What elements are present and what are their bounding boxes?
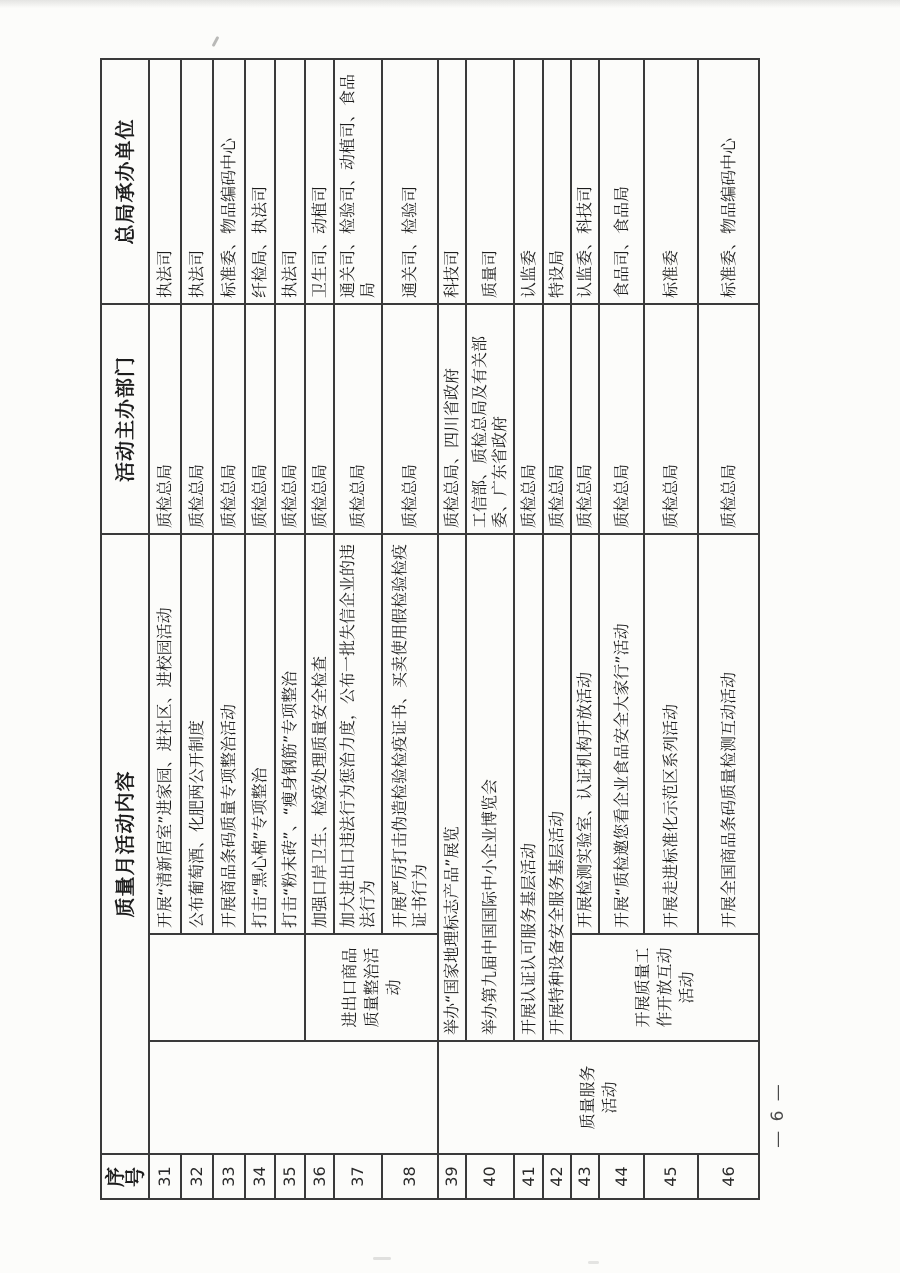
table-row [466, 59, 514, 1199]
row-number-cell: 43 [571, 1154, 599, 1199]
undertaker-unit-cell: 执法司 [149, 59, 181, 304]
undertaker-unit-cell: 执法司 [275, 59, 305, 304]
row-number-cell: 37 [334, 1154, 382, 1199]
activity-content-cell: 开展特种设备安全服务基层活动 [543, 534, 571, 1041]
table-row [571, 59, 599, 1199]
activity-content-cell: 开展认证认可服务基层活动 [514, 534, 543, 1041]
host-department-cell: 质检总局 [698, 304, 759, 534]
header-serial-number: 序号 [101, 1154, 149, 1199]
host-department-cell: 质检总局、四川省政府 [438, 304, 466, 534]
category-group-cell [149, 1041, 438, 1154]
row-number-cell: 36 [305, 1154, 334, 1199]
activity-content-cell: 开展“清新居室”进家园、进社区、进校园活动 [149, 534, 181, 934]
undertaker-unit-cell: 标准委、物品编码中心 [698, 59, 759, 304]
row-number-cell: 45 [644, 1154, 698, 1199]
host-department-cell: 质检总局 [334, 304, 382, 534]
row-number-cell: 32 [181, 1154, 213, 1199]
undertaker-unit-cell: 通关司、检验司 [382, 59, 438, 304]
undertaker-unit-cell: 纤检局、执法司 [245, 59, 275, 304]
activity-content-cell: 开展检测实验室、认证机构开放活动 [571, 534, 599, 934]
row-number-cell: 42 [543, 1154, 571, 1199]
activity-content-cell: 开展全国商品条码质量检测互动活动 [698, 534, 759, 934]
subcategory-group-cell: 开展质量工作开放互动活动 [571, 934, 759, 1041]
activity-content-cell: 加大进出口违法行为惩治力度，公布一批失信企业的违法行为 [334, 534, 382, 934]
host-department-cell: 质检总局 [245, 304, 275, 534]
activity-content-cell: 公布葡萄酒、化肥两公开制度 [181, 534, 213, 934]
host-department-cell: 质检总局 [149, 304, 181, 534]
activity-content-cell: 开展“质检邀您看企业食品安全大家行”活动 [599, 534, 644, 934]
row-number-cell: 31 [149, 1154, 181, 1199]
activity-content-cell: 开展商品条码质量专项整治活动 [213, 534, 245, 934]
undertaker-unit-cell: 通关司、检验司、动植司、食品局 [334, 59, 382, 304]
table-row [305, 59, 334, 1199]
category-group-cell: 质量服务活动 [438, 1041, 759, 1154]
host-department-cell: 质检总局 [514, 304, 543, 534]
activity-content-cell: 加强口岸卫生、检疫处理质量安全检查 [305, 534, 334, 934]
activity-content-cell: 打击“粉末砖”、“瘦身钢筋”专项整治 [275, 534, 305, 934]
row-number-cell: 41 [514, 1154, 543, 1199]
undertaker-unit-cell: 标准委 [644, 59, 698, 304]
quality-month-activities-table [100, 58, 760, 1200]
activity-content-cell: 举办“国家地理标志产品”展览 [438, 534, 466, 1041]
table-row [438, 59, 466, 1199]
undertaker-unit-cell: 特设局 [543, 59, 571, 304]
table-header-row [101, 59, 149, 1199]
subcategory-group-cell: 进出口商品质量整治活动 [305, 934, 438, 1041]
undertaker-unit-cell: 认监委 [514, 59, 543, 304]
host-department-cell: 质检总局 [213, 304, 245, 534]
host-department-cell: 质检总局 [382, 304, 438, 534]
header-undertaker-unit: 总局承办单位 [101, 59, 149, 304]
page-number: — 6 — [768, 1082, 788, 1148]
row-number-cell: 34 [245, 1154, 275, 1199]
activity-content-cell: 举办第九届中国国际中小企业博览会 [466, 534, 514, 1041]
undertaker-unit-cell: 标准委、物品编码中心 [213, 59, 245, 304]
table-row [514, 59, 543, 1199]
row-number-cell: 46 [698, 1154, 759, 1199]
header-host-department: 活动主办部门 [101, 304, 149, 534]
table-row [543, 59, 571, 1199]
row-number-cell: 39 [438, 1154, 466, 1199]
undertaker-unit-cell: 执法司 [181, 59, 213, 304]
row-number-cell: 33 [213, 1154, 245, 1199]
subcategory-group-cell [149, 934, 305, 1041]
activity-content-cell: 打击“黑心棉”专项整治 [245, 534, 275, 934]
undertaker-unit-cell: 卫生司、动植司 [305, 59, 334, 304]
host-department-cell: 质检总局 [599, 304, 644, 534]
undertaker-unit-cell: 认监委、科技司 [571, 59, 599, 304]
row-number-cell: 35 [275, 1154, 305, 1199]
header-activity-content: 质量月活动内容 [101, 534, 149, 1154]
undertaker-unit-cell: 科技司 [438, 59, 466, 304]
row-number-cell: 40 [466, 1154, 514, 1199]
activity-content-cell: 开展严厉打击伪造检验检疫证书、买卖使用假检验检疫证书行为 [382, 534, 438, 934]
host-department-cell: 质检总局 [644, 304, 698, 534]
table-row [149, 59, 181, 1199]
host-department-cell: 质检总局 [181, 304, 213, 534]
undertaker-unit-cell: 食品司、食品局 [599, 59, 644, 304]
host-department-cell: 质检总局 [571, 304, 599, 534]
host-department-cell: 质检总局 [275, 304, 305, 534]
row-number-cell: 38 [382, 1154, 438, 1199]
row-number-cell: 44 [599, 1154, 644, 1199]
activity-content-cell: 开展走进标准化示范区系列活动 [644, 534, 698, 934]
undertaker-unit-cell: 质量司 [466, 59, 514, 304]
host-department-cell: 质检总局 [543, 304, 571, 534]
host-department-cell: 质检总局 [305, 304, 334, 534]
host-department-cell: 工信部、质检总局及有关部委、广东省政府 [466, 304, 514, 534]
